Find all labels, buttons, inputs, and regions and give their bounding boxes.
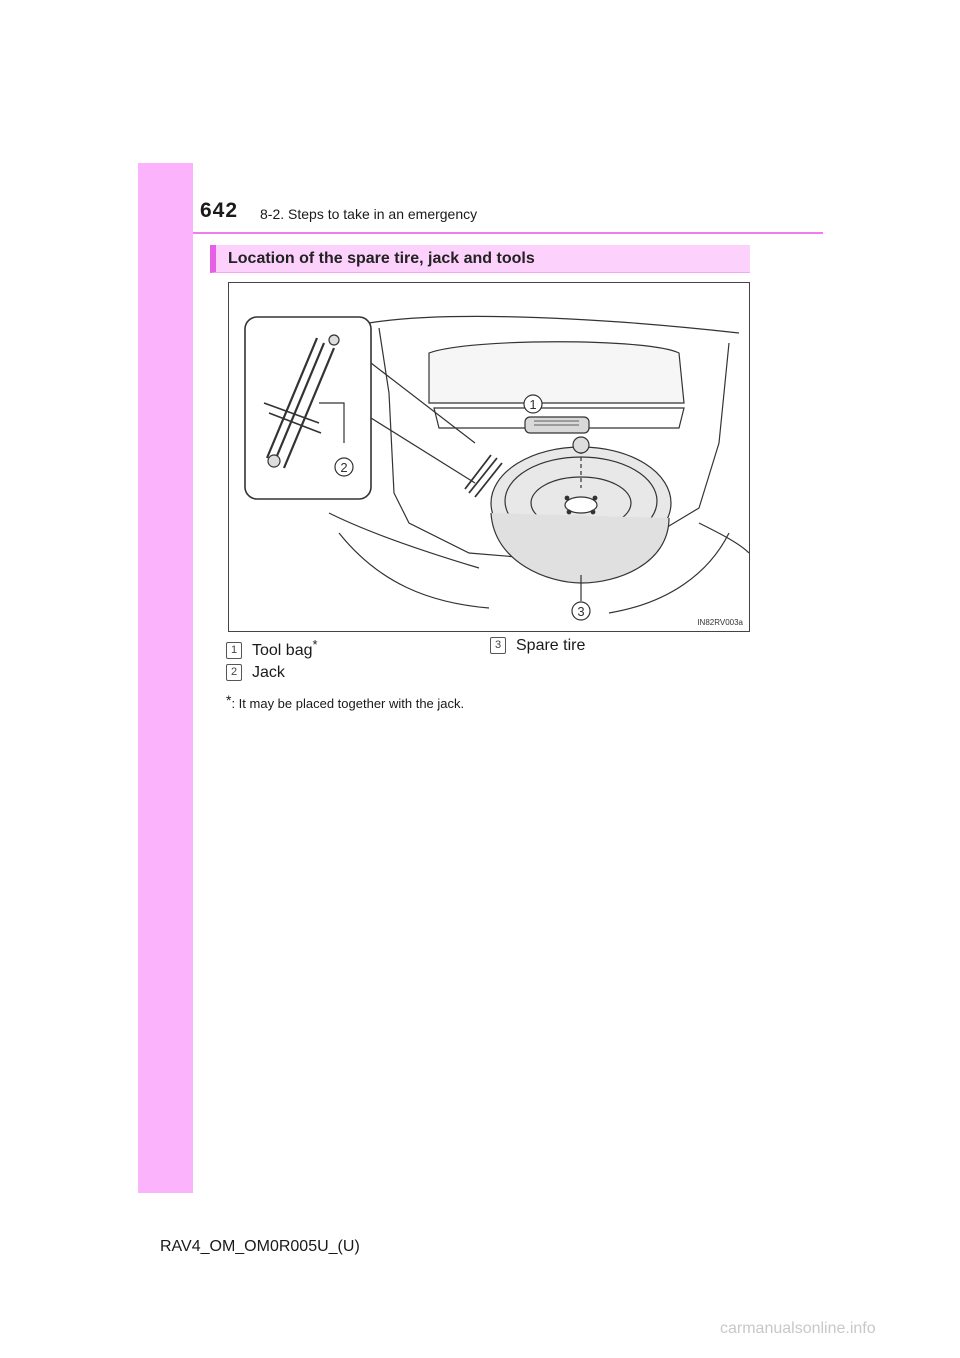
footnote-mark: * [312,637,318,652]
callout-3: 3 [577,604,585,619]
legend-label: Jack [252,664,285,681]
spare-tire-illustration [228,282,750,632]
footnote-text: : It may be placed together with the jack. [231,696,465,711]
legend-number: 2 [226,664,242,681]
cargo-area-drawing [229,283,750,632]
footnote-mark: * [226,692,232,708]
legend-item-spare-tire [490,637,585,655]
legend-item-tool-bag [226,637,318,660]
footnote [226,692,464,711]
chapter-title: 8-2. Steps to take in an emergency [260,206,478,222]
callout-2: 2 [340,460,348,475]
legend-item-jack [226,664,285,682]
section-heading-bar [210,245,750,273]
legend-number: 3 [490,637,506,654]
figure-code: IN82RV003a [697,618,743,627]
legend-label: Tool bag [252,642,313,659]
document-id: RAV4_OM_OM0R005U_(U) [160,1238,360,1255]
header-divider [193,232,823,234]
section-title: Location of the spare tire, jack and tools [228,250,535,267]
callout-1: 1 [529,397,537,412]
chapter-side-tab [138,163,193,1193]
watermark: carmanualsonline.info [720,1320,876,1337]
legend-number: 1 [226,642,242,659]
legend-label: Spare tire [516,637,586,654]
page-number: 642 [200,199,239,222]
